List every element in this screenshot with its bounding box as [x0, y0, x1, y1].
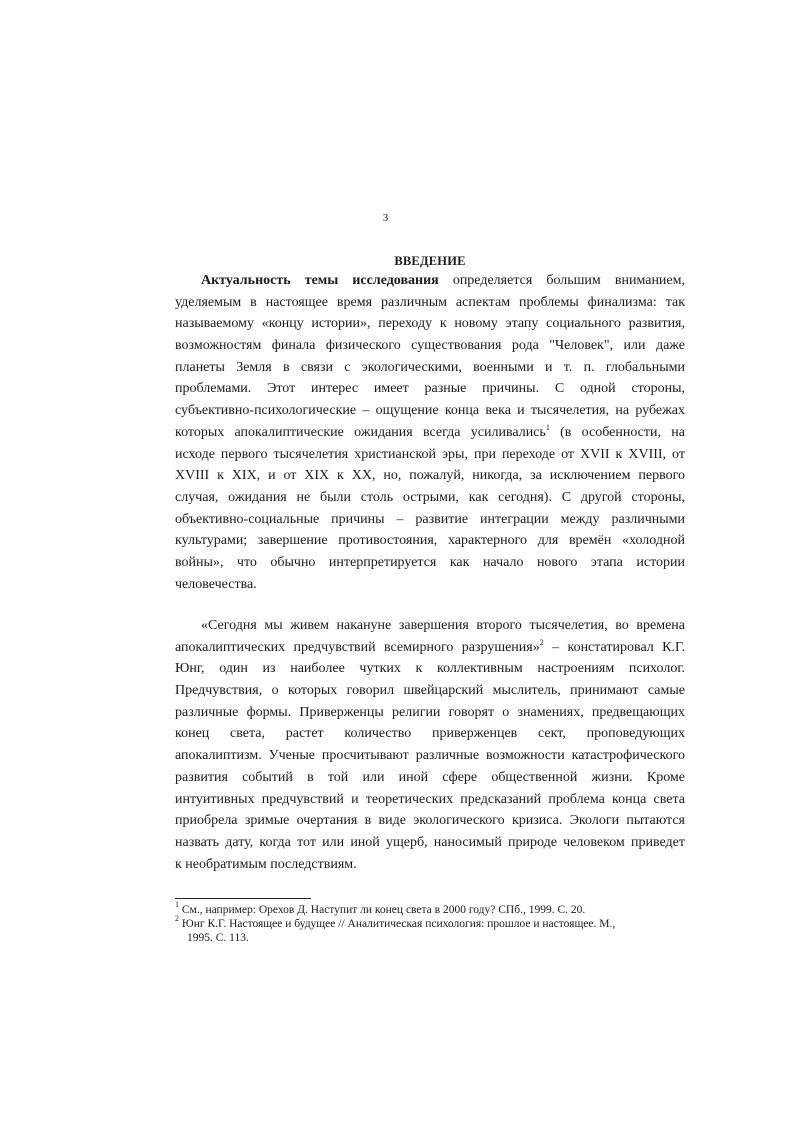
footnote-ref-2: 2 — [539, 637, 544, 647]
text-line: называемому «концу истории», переходу к новому этапу социального развития, — [175, 316, 685, 332]
lead-bold-phrase: Актуальность темы исследования — [201, 273, 439, 288]
footnote-ref-1: 1 — [545, 422, 550, 432]
text-line: человечества. — [175, 576, 257, 592]
text-line: планеты Земля в связи с экологическими, военными и т. п. глобальными — [175, 359, 685, 375]
paragraph-relevance — [175, 270, 685, 595]
text-line: приобрела зримые очертания в виде экологического кризиса. Экологи пытаются — [175, 813, 685, 829]
page-number: 3 — [382, 212, 389, 224]
text-line: уделяемым в настоящее время различным аспектам проблемы финализма: так — [175, 294, 685, 310]
text-line: объективно-социальные причины – развитие интеграции между различными — [175, 511, 685, 527]
section-heading: ВВЕДЕНИЕ — [394, 254, 466, 268]
text-line: проблемами. Этот интерес имеет разные причины. С одной стороны, — [175, 381, 685, 397]
text-line: возможностям финала физического существования рода "Человек", или даже — [175, 338, 685, 354]
text-line: «Сегодня мы живем накануне завершения второго тысячелетия, во времена — [201, 618, 685, 633]
text-line: различные формы. Приверженцы религии говорят о знамениях, предвещающих — [175, 704, 685, 720]
paragraph-jung-quote — [175, 615, 685, 875]
footnote-2: $^2$ Юнг К.Г. Настоящее и будущее // Аналитическая психология: прошлое и настоящее. М., 1995. С. 113. — [175, 914, 616, 944]
text-line: исходе первого тысячелетия христианской эры, при переходе от XVII к XVIII, от — [175, 446, 685, 462]
text-line: Предчувствия, о которых говорил швейцарский мыслитель, принимают самые — [175, 683, 685, 699]
text-line: конец света, растет количество приверженцев сект, проповедующих — [175, 726, 685, 742]
footnote-1: $^1$ См., например: Орехов Д. Наступит ли конец света в 2000 году? СПб., 1999. С. 20. — [175, 900, 586, 916]
text-line: XVIII к XIX, и от XIX к XX, но, пожалуй, никогда, за исключением первого — [175, 468, 685, 484]
text-line: интуитивных предчувствий и теоретических предсказаний проблема конца света — [175, 791, 685, 807]
text-line: войны», что обычно интерпретируется как начало нового этапа истории — [175, 554, 685, 570]
text-line: случая, ожидания не были столь острыми, как сегодня). С другой стороны, — [175, 489, 685, 505]
text-line: апокалиптизм. Ученые просчитывают различные возможности катастрофического — [175, 748, 685, 764]
text-line: Юнг, один из наиболее чутких к коллективным настроениям психолог. — [175, 661, 685, 677]
text-line: культурами; завершение противостояния, характерного для времён «холодной — [175, 533, 685, 549]
footnotes — [175, 900, 685, 945]
text-line: апокалиптических предчувствий всемирного разрушения»$^2$ – констатировал К.Г. — [175, 637, 685, 655]
text-line: Актуальность темы исследования определяется большим вниманием, — [201, 273, 685, 288]
text-line: к необратимым последствиям. — [175, 856, 357, 872]
footnote-separator — [175, 898, 311, 899]
text-line: развития событий в той или иной сфере общественной жизни. Кроме — [175, 769, 685, 785]
text-line: назвать дату, когда тот или иной ущерб, наносимый природе человеком приведет — [175, 834, 685, 850]
text-line: субъективно-психологические – ощущение конца века и тысячелетия, на рубежах — [175, 403, 685, 419]
text-line: которых апокалиптические ожидания всегда усиливались$^1$ (в особенности, на — [175, 422, 685, 440]
